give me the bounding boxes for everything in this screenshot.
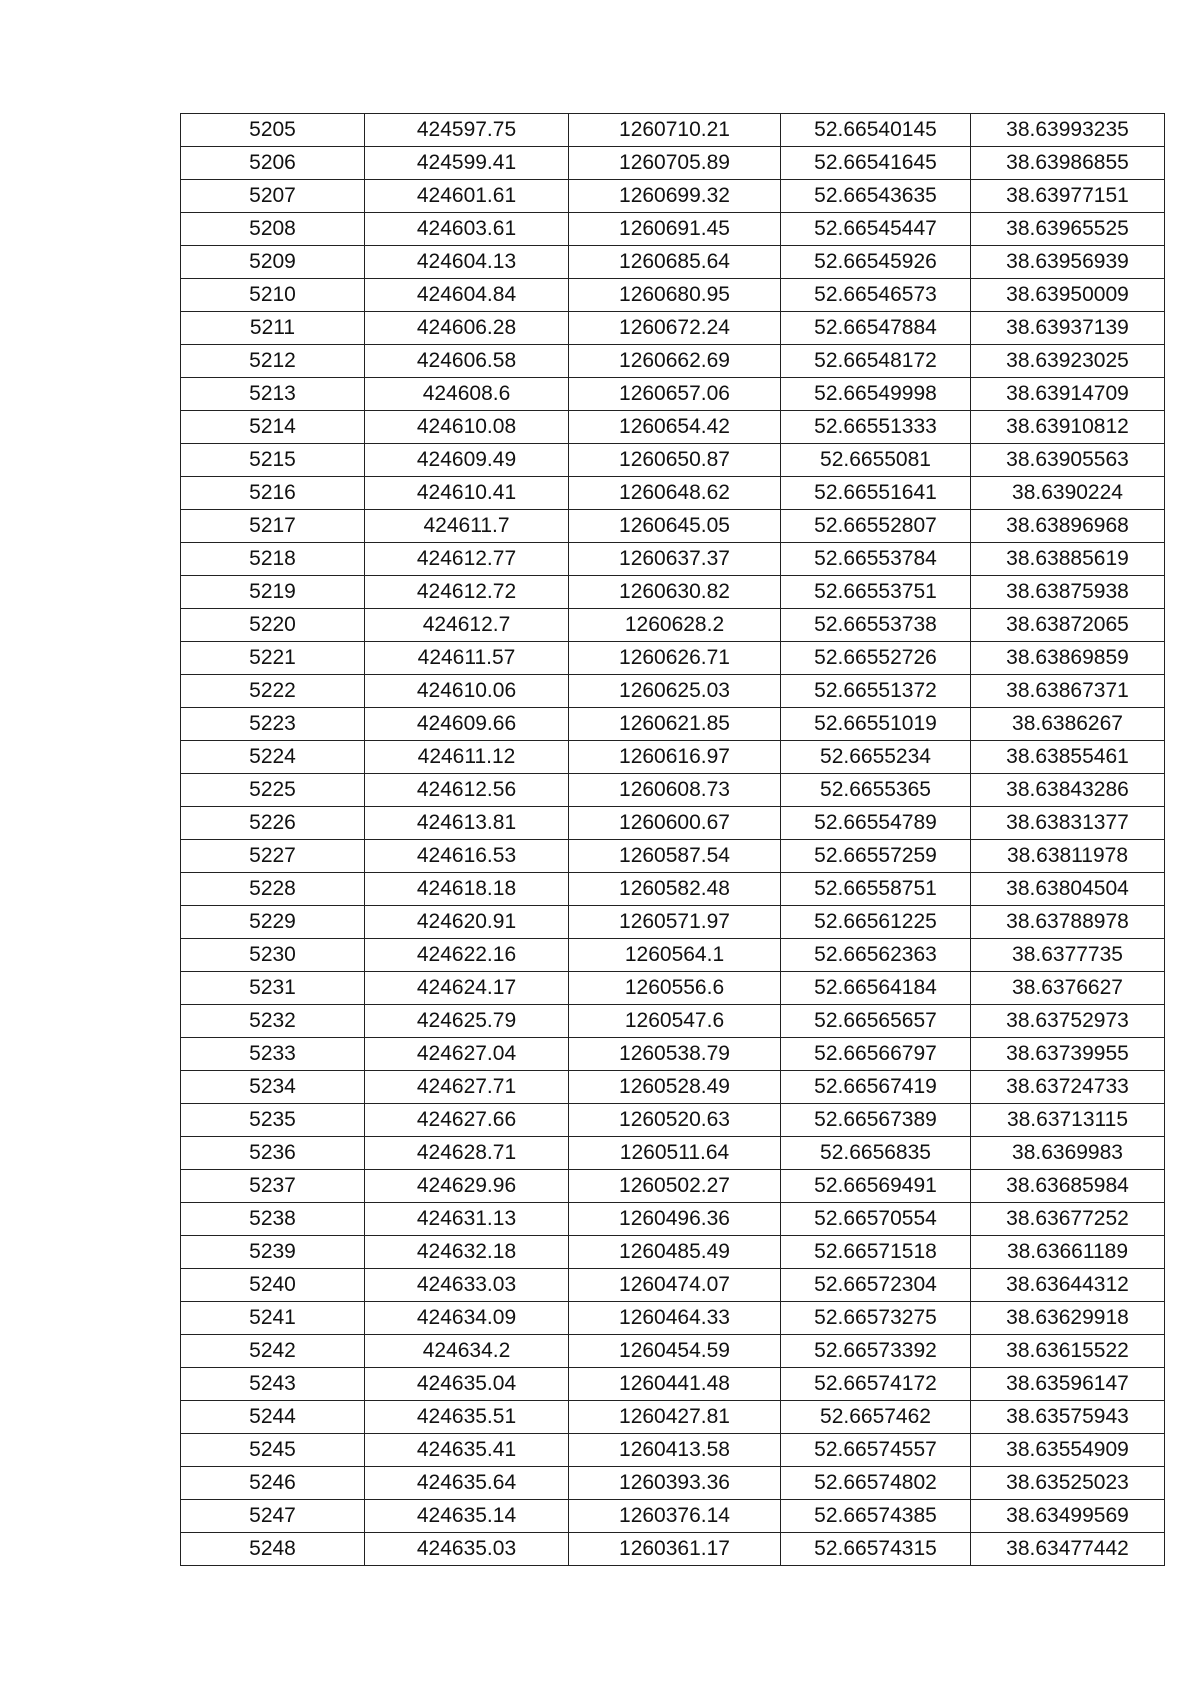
point-number-cell: 5243: [181, 1368, 365, 1401]
point-number-cell: 5236: [181, 1137, 365, 1170]
x-coordinate-cell: 424635.51: [365, 1401, 569, 1434]
table-row: [181, 279, 1165, 312]
point-number-cell: 5222: [181, 675, 365, 708]
longitude-cell: 38.63905563: [971, 444, 1165, 477]
y-coordinate-cell: 1260582.48: [569, 873, 781, 906]
table-row: [181, 1368, 1165, 1401]
latitude-cell: 52.66562363: [781, 939, 971, 972]
point-number-cell: 5230: [181, 939, 365, 972]
point-number-cell: 5220: [181, 609, 365, 642]
point-number-cell: 5208: [181, 213, 365, 246]
x-coordinate-cell: 424611.57: [365, 642, 569, 675]
point-number-cell: 5239: [181, 1236, 365, 1269]
x-coordinate-cell: 424611.7: [365, 510, 569, 543]
longitude-cell: 38.63914709: [971, 378, 1165, 411]
longitude-cell: 38.63615522: [971, 1335, 1165, 1368]
longitude-cell: 38.63724733: [971, 1071, 1165, 1104]
latitude-cell: 52.66573392: [781, 1335, 971, 1368]
longitude-cell: 38.63885619: [971, 543, 1165, 576]
table-row: [181, 1401, 1165, 1434]
latitude-cell: 52.66552726: [781, 642, 971, 675]
y-coordinate-cell: 1260630.82: [569, 576, 781, 609]
longitude-cell: 38.63855461: [971, 741, 1165, 774]
point-number-cell: 5211: [181, 312, 365, 345]
y-coordinate-cell: 1260626.71: [569, 642, 781, 675]
point-number-cell: 5212: [181, 345, 365, 378]
table-row: [181, 840, 1165, 873]
x-coordinate-cell: 424612.56: [365, 774, 569, 807]
longitude-cell: 38.63575943: [971, 1401, 1165, 1434]
latitude-cell: 52.66553751: [781, 576, 971, 609]
point-number-cell: 5229: [181, 906, 365, 939]
longitude-cell: 38.63875938: [971, 576, 1165, 609]
latitude-cell: 52.66540145: [781, 114, 971, 147]
longitude-cell: 38.63677252: [971, 1203, 1165, 1236]
longitude-cell: 38.63867371: [971, 675, 1165, 708]
x-coordinate-cell: 424635.41: [365, 1434, 569, 1467]
y-coordinate-cell: 1260441.48: [569, 1368, 781, 1401]
table-row: [181, 1533, 1165, 1566]
point-number-cell: 5224: [181, 741, 365, 774]
y-coordinate-cell: 1260502.27: [569, 1170, 781, 1203]
x-coordinate-cell: 424603.61: [365, 213, 569, 246]
longitude-cell: 38.63956939: [971, 246, 1165, 279]
longitude-cell: 38.63977151: [971, 180, 1165, 213]
table-row: [181, 1302, 1165, 1335]
y-coordinate-cell: 1260361.17: [569, 1533, 781, 1566]
point-number-cell: 5221: [181, 642, 365, 675]
y-coordinate-cell: 1260547.6: [569, 1005, 781, 1038]
latitude-cell: 52.66574385: [781, 1500, 971, 1533]
table-row: [181, 477, 1165, 510]
latitude-cell: 52.66553784: [781, 543, 971, 576]
point-number-cell: 5242: [181, 1335, 365, 1368]
table-row: [181, 1137, 1165, 1170]
point-number-cell: 5233: [181, 1038, 365, 1071]
y-coordinate-cell: 1260645.05: [569, 510, 781, 543]
table-row: [181, 543, 1165, 576]
x-coordinate-cell: 424613.81: [365, 807, 569, 840]
longitude-cell: 38.63499569: [971, 1500, 1165, 1533]
table-row: [181, 1500, 1165, 1533]
table-row: [181, 1203, 1165, 1236]
point-number-cell: 5245: [181, 1434, 365, 1467]
longitude-cell: 38.63477442: [971, 1533, 1165, 1566]
latitude-cell: 52.66557259: [781, 840, 971, 873]
point-number-cell: 5232: [181, 1005, 365, 1038]
latitude-cell: 52.66551333: [781, 411, 971, 444]
x-coordinate-cell: 424609.66: [365, 708, 569, 741]
table-row: [181, 510, 1165, 543]
longitude-cell: 38.63596147: [971, 1368, 1165, 1401]
x-coordinate-cell: 424633.03: [365, 1269, 569, 1302]
longitude-cell: 38.63661189: [971, 1236, 1165, 1269]
latitude-cell: 52.66547884: [781, 312, 971, 345]
x-coordinate-cell: 424629.96: [365, 1170, 569, 1203]
longitude-cell: 38.63554909: [971, 1434, 1165, 1467]
longitude-cell: 38.63910812: [971, 411, 1165, 444]
y-coordinate-cell: 1260600.67: [569, 807, 781, 840]
x-coordinate-cell: 424628.71: [365, 1137, 569, 1170]
longitude-cell: 38.63752973: [971, 1005, 1165, 1038]
latitude-cell: 52.66574172: [781, 1368, 971, 1401]
x-coordinate-cell: 424635.14: [365, 1500, 569, 1533]
longitude-cell: 38.63804504: [971, 873, 1165, 906]
latitude-cell: 52.66573275: [781, 1302, 971, 1335]
longitude-cell: 38.63629918: [971, 1302, 1165, 1335]
x-coordinate-cell: 424635.64: [365, 1467, 569, 1500]
y-coordinate-cell: 1260556.6: [569, 972, 781, 1005]
y-coordinate-cell: 1260474.07: [569, 1269, 781, 1302]
y-coordinate-cell: 1260538.79: [569, 1038, 781, 1071]
latitude-cell: 52.66554789: [781, 807, 971, 840]
coordinates-table: [180, 113, 1165, 1566]
point-number-cell: 5246: [181, 1467, 365, 1500]
latitude-cell: 52.66567419: [781, 1071, 971, 1104]
longitude-cell: 38.63685984: [971, 1170, 1165, 1203]
latitude-cell: 52.6655081: [781, 444, 971, 477]
x-coordinate-cell: 424618.18: [365, 873, 569, 906]
point-number-cell: 5218: [181, 543, 365, 576]
x-coordinate-cell: 424610.06: [365, 675, 569, 708]
table-row: [181, 774, 1165, 807]
latitude-cell: 52.66546573: [781, 279, 971, 312]
point-number-cell: 5225: [181, 774, 365, 807]
y-coordinate-cell: 1260564.1: [569, 939, 781, 972]
x-coordinate-cell: 424627.71: [365, 1071, 569, 1104]
longitude-cell: 38.6386267: [971, 708, 1165, 741]
y-coordinate-cell: 1260654.42: [569, 411, 781, 444]
x-coordinate-cell: 424612.7: [365, 609, 569, 642]
table-row: [181, 180, 1165, 213]
x-coordinate-cell: 424610.41: [365, 477, 569, 510]
point-number-cell: 5205: [181, 114, 365, 147]
latitude-cell: 52.66551641: [781, 477, 971, 510]
latitude-cell: 52.66548172: [781, 345, 971, 378]
table-row: [181, 1071, 1165, 1104]
table-row: [181, 213, 1165, 246]
x-coordinate-cell: 424627.66: [365, 1104, 569, 1137]
x-coordinate-cell: 424627.04: [365, 1038, 569, 1071]
y-coordinate-cell: 1260496.36: [569, 1203, 781, 1236]
table-row: [181, 147, 1165, 180]
longitude-cell: 38.63986855: [971, 147, 1165, 180]
y-coordinate-cell: 1260657.06: [569, 378, 781, 411]
point-number-cell: 5214: [181, 411, 365, 444]
point-number-cell: 5235: [181, 1104, 365, 1137]
y-coordinate-cell: 1260511.64: [569, 1137, 781, 1170]
latitude-cell: 52.66565657: [781, 1005, 971, 1038]
x-coordinate-cell: 424622.16: [365, 939, 569, 972]
point-number-cell: 5206: [181, 147, 365, 180]
longitude-cell: 38.63896968: [971, 510, 1165, 543]
latitude-cell: 52.6657462: [781, 1401, 971, 1434]
longitude-cell: 38.63843286: [971, 774, 1165, 807]
y-coordinate-cell: 1260710.21: [569, 114, 781, 147]
table-row: [181, 576, 1165, 609]
y-coordinate-cell: 1260413.58: [569, 1434, 781, 1467]
latitude-cell: 52.6655234: [781, 741, 971, 774]
table-row: [181, 1170, 1165, 1203]
table-row: [181, 1467, 1165, 1500]
table-row: [181, 807, 1165, 840]
latitude-cell: 52.66545926: [781, 246, 971, 279]
y-coordinate-cell: 1260464.33: [569, 1302, 781, 1335]
x-coordinate-cell: 424624.17: [365, 972, 569, 1005]
longitude-cell: 38.63831377: [971, 807, 1165, 840]
x-coordinate-cell: 424608.6: [365, 378, 569, 411]
longitude-cell: 38.63811978: [971, 840, 1165, 873]
y-coordinate-cell: 1260621.85: [569, 708, 781, 741]
y-coordinate-cell: 1260662.69: [569, 345, 781, 378]
y-coordinate-cell: 1260685.64: [569, 246, 781, 279]
y-coordinate-cell: 1260625.03: [569, 675, 781, 708]
table-row: [181, 1434, 1165, 1467]
x-coordinate-cell: 424634.09: [365, 1302, 569, 1335]
longitude-cell: 38.6369983: [971, 1137, 1165, 1170]
x-coordinate-cell: 424632.18: [365, 1236, 569, 1269]
point-number-cell: 5216: [181, 477, 365, 510]
coordinates-table-body: [181, 114, 1165, 1566]
latitude-cell: 52.66549998: [781, 378, 971, 411]
table-row: [181, 246, 1165, 279]
x-coordinate-cell: 424606.58: [365, 345, 569, 378]
table-row: [181, 345, 1165, 378]
y-coordinate-cell: 1260608.73: [569, 774, 781, 807]
table-row: [181, 972, 1165, 1005]
latitude-cell: 52.66574802: [781, 1467, 971, 1500]
longitude-cell: 38.63993235: [971, 114, 1165, 147]
x-coordinate-cell: 424612.72: [365, 576, 569, 609]
x-coordinate-cell: 424597.75: [365, 114, 569, 147]
y-coordinate-cell: 1260427.81: [569, 1401, 781, 1434]
y-coordinate-cell: 1260648.62: [569, 477, 781, 510]
longitude-cell: 38.63713115: [971, 1104, 1165, 1137]
longitude-cell: 38.6376627: [971, 972, 1165, 1005]
x-coordinate-cell: 424634.2: [365, 1335, 569, 1368]
y-coordinate-cell: 1260528.49: [569, 1071, 781, 1104]
y-coordinate-cell: 1260393.36: [569, 1467, 781, 1500]
x-coordinate-cell: 424620.91: [365, 906, 569, 939]
point-number-cell: 5210: [181, 279, 365, 312]
longitude-cell: 38.63950009: [971, 279, 1165, 312]
x-coordinate-cell: 424609.49: [365, 444, 569, 477]
latitude-cell: 52.66572304: [781, 1269, 971, 1302]
y-coordinate-cell: 1260485.49: [569, 1236, 781, 1269]
table-row: [181, 1269, 1165, 1302]
latitude-cell: 52.66553738: [781, 609, 971, 642]
longitude-cell: 38.63965525: [971, 213, 1165, 246]
x-coordinate-cell: 424625.79: [365, 1005, 569, 1038]
point-number-cell: 5228: [181, 873, 365, 906]
x-coordinate-cell: 424606.28: [365, 312, 569, 345]
point-number-cell: 5234: [181, 1071, 365, 1104]
x-coordinate-cell: 424599.41: [365, 147, 569, 180]
x-coordinate-cell: 424604.13: [365, 246, 569, 279]
table-row: [181, 411, 1165, 444]
point-number-cell: 5207: [181, 180, 365, 213]
longitude-cell: 38.6390224: [971, 477, 1165, 510]
latitude-cell: 52.66569491: [781, 1170, 971, 1203]
table-row: [181, 1335, 1165, 1368]
latitude-cell: 52.66561225: [781, 906, 971, 939]
table-row: [181, 1005, 1165, 1038]
point-number-cell: 5231: [181, 972, 365, 1005]
table-row: [181, 741, 1165, 774]
point-number-cell: 5217: [181, 510, 365, 543]
table-row: [181, 1104, 1165, 1137]
y-coordinate-cell: 1260672.24: [569, 312, 781, 345]
table-row: [181, 114, 1165, 147]
longitude-cell: 38.63872065: [971, 609, 1165, 642]
table-row: [181, 675, 1165, 708]
y-coordinate-cell: 1260628.2: [569, 609, 781, 642]
point-number-cell: 5215: [181, 444, 365, 477]
latitude-cell: 52.66567389: [781, 1104, 971, 1137]
longitude-cell: 38.6377735: [971, 939, 1165, 972]
longitude-cell: 38.63525023: [971, 1467, 1165, 1500]
latitude-cell: 52.66574557: [781, 1434, 971, 1467]
point-number-cell: 5213: [181, 378, 365, 411]
y-coordinate-cell: 1260699.32: [569, 180, 781, 213]
longitude-cell: 38.63788978: [971, 906, 1165, 939]
longitude-cell: 38.63923025: [971, 345, 1165, 378]
latitude-cell: 52.66558751: [781, 873, 971, 906]
latitude-cell: 52.66571518: [781, 1236, 971, 1269]
table-row: [181, 1038, 1165, 1071]
latitude-cell: 52.66543635: [781, 180, 971, 213]
latitude-cell: 52.66564184: [781, 972, 971, 1005]
point-number-cell: 5237: [181, 1170, 365, 1203]
latitude-cell: 52.66551372: [781, 675, 971, 708]
longitude-cell: 38.63869859: [971, 642, 1165, 675]
y-coordinate-cell: 1260637.37: [569, 543, 781, 576]
table-row: [181, 444, 1165, 477]
latitude-cell: 52.6656835: [781, 1137, 971, 1170]
latitude-cell: 52.66570554: [781, 1203, 971, 1236]
y-coordinate-cell: 1260587.54: [569, 840, 781, 873]
point-number-cell: 5209: [181, 246, 365, 279]
table-row: [181, 708, 1165, 741]
table-row: [181, 609, 1165, 642]
table-row: [181, 906, 1165, 939]
point-number-cell: 5219: [181, 576, 365, 609]
latitude-cell: 52.66566797: [781, 1038, 971, 1071]
y-coordinate-cell: 1260691.45: [569, 213, 781, 246]
point-number-cell: 5227: [181, 840, 365, 873]
x-coordinate-cell: 424601.61: [365, 180, 569, 213]
point-number-cell: 5238: [181, 1203, 365, 1236]
table-row: [181, 312, 1165, 345]
latitude-cell: 52.66552807: [781, 510, 971, 543]
y-coordinate-cell: 1260616.97: [569, 741, 781, 774]
y-coordinate-cell: 1260520.63: [569, 1104, 781, 1137]
longitude-cell: 38.63937139: [971, 312, 1165, 345]
x-coordinate-cell: 424612.77: [365, 543, 569, 576]
latitude-cell: 52.6655365: [781, 774, 971, 807]
x-coordinate-cell: 424611.12: [365, 741, 569, 774]
point-number-cell: 5226: [181, 807, 365, 840]
y-coordinate-cell: 1260705.89: [569, 147, 781, 180]
table-row: [181, 1236, 1165, 1269]
point-number-cell: 5248: [181, 1533, 365, 1566]
point-number-cell: 5247: [181, 1500, 365, 1533]
longitude-cell: 38.63644312: [971, 1269, 1165, 1302]
x-coordinate-cell: 424631.13: [365, 1203, 569, 1236]
latitude-cell: 52.66551019: [781, 708, 971, 741]
latitude-cell: 52.66541645: [781, 147, 971, 180]
table-row: [181, 873, 1165, 906]
y-coordinate-cell: 1260650.87: [569, 444, 781, 477]
point-number-cell: 5240: [181, 1269, 365, 1302]
latitude-cell: 52.66545447: [781, 213, 971, 246]
y-coordinate-cell: 1260571.97: [569, 906, 781, 939]
x-coordinate-cell: 424604.84: [365, 279, 569, 312]
point-number-cell: 5244: [181, 1401, 365, 1434]
x-coordinate-cell: 424616.53: [365, 840, 569, 873]
latitude-cell: 52.66574315: [781, 1533, 971, 1566]
x-coordinate-cell: 424635.04: [365, 1368, 569, 1401]
table-row: [181, 642, 1165, 675]
table-row: [181, 939, 1165, 972]
x-coordinate-cell: 424610.08: [365, 411, 569, 444]
x-coordinate-cell: 424635.03: [365, 1533, 569, 1566]
y-coordinate-cell: 1260680.95: [569, 279, 781, 312]
point-number-cell: 5241: [181, 1302, 365, 1335]
point-number-cell: 5223: [181, 708, 365, 741]
y-coordinate-cell: 1260376.14: [569, 1500, 781, 1533]
longitude-cell: 38.63739955: [971, 1038, 1165, 1071]
y-coordinate-cell: 1260454.59: [569, 1335, 781, 1368]
table-row: [181, 378, 1165, 411]
